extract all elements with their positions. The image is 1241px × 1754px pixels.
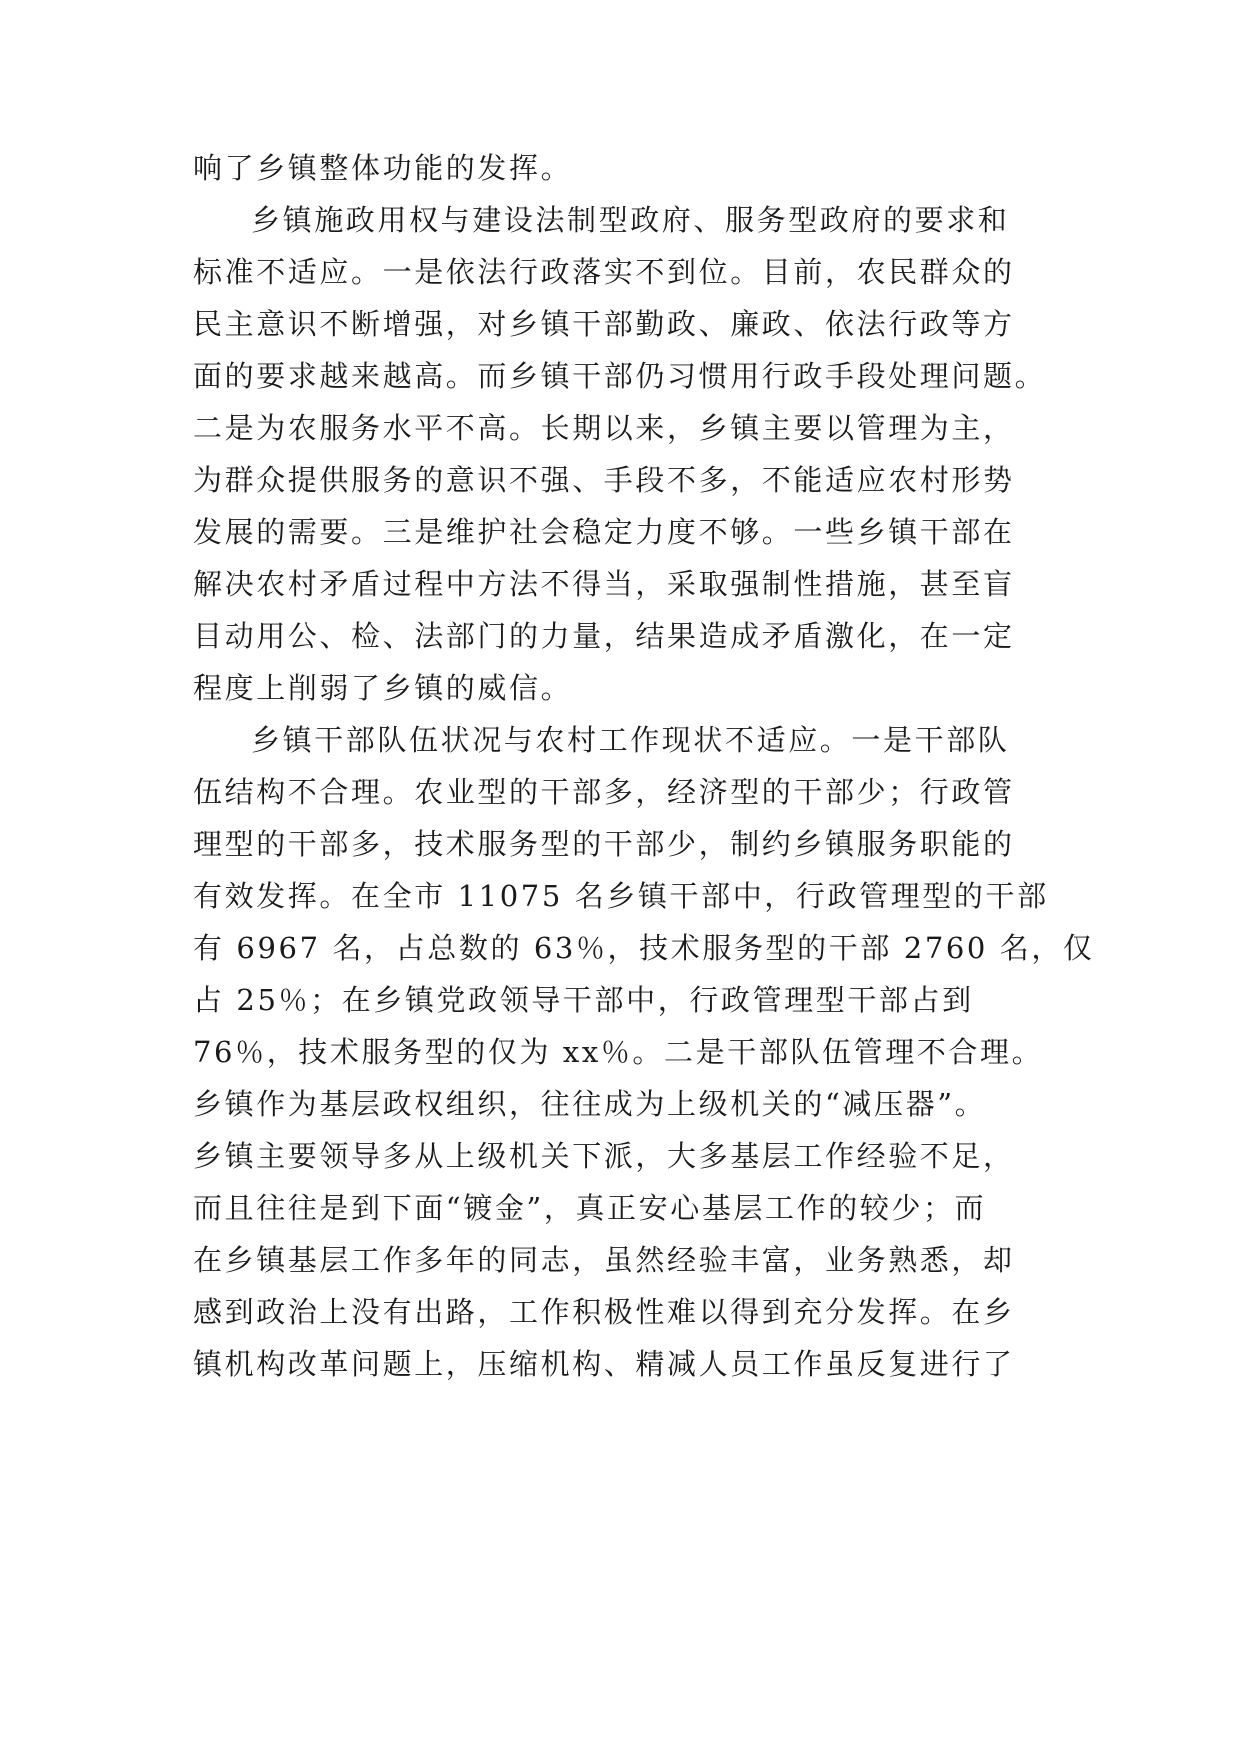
paragraph-start-line: 乡镇施政用权与建设法制型政府、服务型政府的要求和 [251,203,1010,237]
text-line: 目动用公、检、法部门的力量，结果造成矛盾激化，在一定 [193,619,1015,653]
text-line: 理型的干部多，技术服务型的干部少，制约乡镇服务职能的 [193,827,1015,861]
text-line: 有效发挥。在全市 11075 名乡镇干部中，行政管理型的干部 [193,879,1049,913]
text-line: 发展的需要。三是维护社会稳定力度不够。一些乡镇干部在 [193,515,1015,549]
text-line: 乡镇作为基层政权组织，往往成为上级机关的“减压器”。 [193,1087,987,1121]
text-line: 乡镇主要领导多从上级机关下派，大多基层工作经验不足， [193,1139,1015,1173]
text-line: 伍结构不合理。农业型的干部多，经济型的干部少；行政管 [193,775,1015,809]
text-line: 标准不适应。一是依法行政落实不到位。目前，农民群众的 [193,255,1015,289]
text-line: 响了乡镇整体功能的发挥。 [193,151,573,185]
text-line: 在乡镇基层工作多年的同志，虽然经验丰富，业务熟悉，却 [193,1243,1015,1277]
text-line: 程度上削弱了乡镇的威信。 [193,671,573,705]
text-line: 民主意识不断增强，对乡镇干部勤政、廉政、依法行政等方 [193,307,1015,341]
text-line: 占 25％；在乡镇党政领导干部中，行政管理型干部占到 [193,983,974,1017]
text-line: 为群众提供服务的意识不强、手段不多，不能适应农村形势 [193,463,1015,497]
text-line: 76％，技术服务型的仅为 xx％。二是干部队伍管理不合理。 [193,1035,1044,1069]
text-line: 感到政治上没有出路，工作积极性难以得到充分发挥。在乡 [193,1295,1015,1329]
text-line: 有 6967 名，占总数的 63％，技术服务型的干部 2760 名，仅 [193,931,1095,965]
text-line: 镇机构改革问题上，压缩机构、精减人员工作虽反复进行了 [193,1347,1015,1381]
text-line: 解决农村矛盾过程中方法不得当，采取强制性措施，甚至盲 [193,567,1015,601]
text-line: 面的要求越来越高。而乡镇干部仍习惯用行政手段处理问题。 [193,359,1047,393]
text-line: 而且往往是到下面“镀金”，真正安心基层工作的较少；而 [193,1191,987,1225]
paragraph-start-line: 乡镇干部队伍状况与农村工作现状不适应。一是干部队 [251,723,1010,757]
text-line: 二是为农服务水平不高。长期以来，乡镇主要以管理为主， [193,411,1015,445]
